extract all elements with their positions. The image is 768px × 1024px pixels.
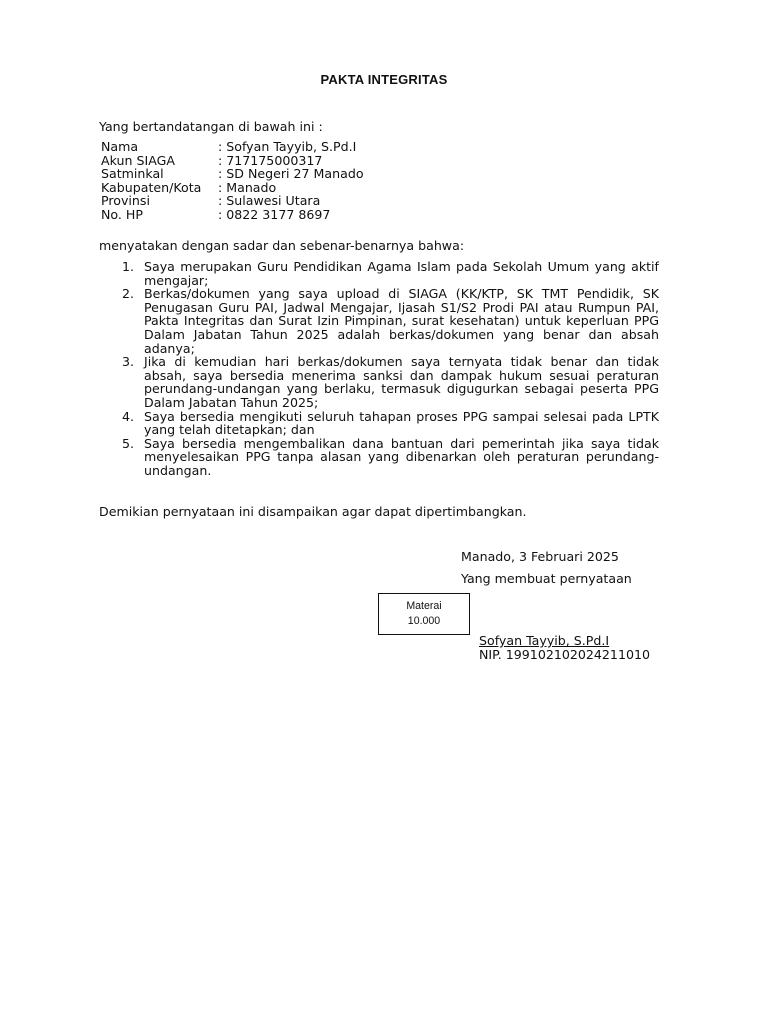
document-title: PAKTA INTEGRITAS xyxy=(320,72,448,87)
declaration-item xyxy=(99,410,659,437)
signer-nip: NIP. 199102102024211010 xyxy=(479,647,650,662)
materai-stamp-box xyxy=(378,593,470,635)
intro-text: Yang bertandatangan di bawah ini : xyxy=(99,119,323,134)
identity-value: : 0822 3177 8697 xyxy=(218,206,331,222)
declaration-number: 5. xyxy=(122,435,135,451)
identity-row-satminkal xyxy=(101,167,364,181)
identity-label: Akun SIAGA xyxy=(101,152,175,168)
declaration-item xyxy=(99,260,659,287)
declaration-text: Saya merupakan Guru Pendidikan Agama Islam pada Sekolah Umum yang aktif mengajar; xyxy=(144,259,659,288)
declaration-list xyxy=(99,260,659,478)
identity-row-akun-siaga xyxy=(101,154,364,168)
declaration-text: Saya bersedia mengikuti seluruh tahapan proses PPG sampai selesai pada LPTK yang telah ditetapkan; dan xyxy=(144,408,659,438)
declaration-number: 2. xyxy=(122,286,135,302)
closing-text: Demikian pernyataan ini disampaikan agar dapat dipertimbangkan. xyxy=(99,504,527,519)
identity-label: No. HP xyxy=(101,206,143,222)
identity-value: : Sofyan Tayyib, S.Pd.I xyxy=(218,139,357,154)
declaration-number: 3. xyxy=(122,354,135,370)
maker-label: Yang membuat pernyataan xyxy=(461,571,632,586)
identity-row-nama xyxy=(101,140,364,154)
declaration-item xyxy=(99,287,659,355)
statement-text: menyatakan dengan sadar dan sebenar-benarnya bahwa: xyxy=(99,238,465,253)
identity-value: : SD Negeri 27 Manado xyxy=(218,166,364,182)
materai-label: Materai xyxy=(406,600,442,612)
identity-row-no-hp xyxy=(101,208,364,222)
materai-value: 10.000 xyxy=(407,615,441,627)
identity-label: Nama xyxy=(101,139,139,154)
identity-value: : Manado xyxy=(218,179,277,195)
identity-label: Provinsi xyxy=(101,193,150,209)
declaration-text: Jika di kemudian hari berkas/dokumen saya ternyata tidak benar dan tidak absah, saya bersedia menerima sanksi dan dampak hukum sesuai peraturan perundang-undangan yang berlaku, termasuk digugurkan sebagai peserta PPG Dalam Jabatan Tahun 2025; xyxy=(144,354,659,410)
identity-value: : Sulawesi Utara xyxy=(218,193,321,209)
declaration-item xyxy=(99,355,659,409)
identity-value: : 717175000317 xyxy=(218,152,323,168)
identity-block xyxy=(101,140,364,222)
declaration-number: 4. xyxy=(122,408,135,424)
signer-name: Sofyan Tayyib, S.Pd.I xyxy=(479,633,610,648)
declaration-text: Berkas/dokumen yang saya upload di SIAGA (KK/KTP, SK TMT Pendidik, SK Penugasan Guru PAI, Jadwal Mengajar, Ijasah S1/S2 Prodi PAI atau Rumpun PAI, Pakta Integritas dan Surat Izin Pimpinan, surat kesehatan) untuk keperluan PPG Dalam Jabatan Tahun 2025 adalah berkas/dokumen yang benar dan absah adanya; xyxy=(144,286,659,356)
identity-row-kabupaten-kota xyxy=(101,181,364,195)
identity-row-provinsi xyxy=(101,194,364,208)
declaration-item xyxy=(99,437,659,478)
identity-label: Kabupaten/Kota xyxy=(101,179,202,195)
declaration-text: Saya bersedia mengembalikan dana bantuan dari pemerintah jika saya tidak menyelesaikan PPG tanpa alasan yang dibenarkan oleh peraturan perundang-undangan. xyxy=(144,435,659,478)
identity-label: Satminkal xyxy=(101,166,164,182)
declaration-number: 1. xyxy=(122,259,135,274)
place-date: Manado, 3 Februari 2025 xyxy=(461,549,619,564)
